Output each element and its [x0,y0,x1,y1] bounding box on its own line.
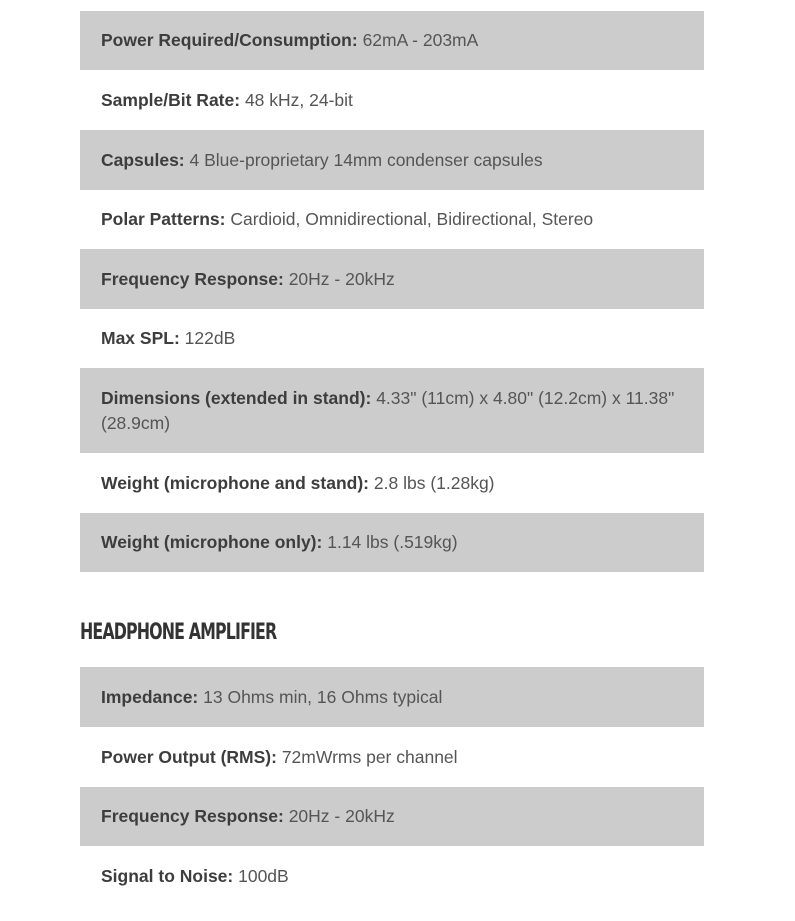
headphone-spec-table [80,667,704,906]
microphone-spec-table [80,11,704,572]
spec-label: Sample/Bit Rate: [101,89,241,110]
spec-row-impedance [80,667,704,727]
spec-value: 20Hz - 20kHz [288,806,395,826]
spec-value: 20Hz - 20kHz [288,268,395,289]
spec-value: 4.33" (11cm) x 4.80" (12.2cm) x 11.38" (28.9cm) [101,387,675,433]
spec-value: 100dB [238,865,289,886]
spec-label: Dimensions (extended in stand): [101,387,372,408]
spec-label: Polar Patterns: [101,209,226,229]
spec-label: Power Output (RMS): [101,746,277,767]
spec-row-frequency-response [80,787,704,846]
spec-row-weight-with-stand [80,453,704,513]
spec-label: Frequency Response: [101,268,284,289]
spec-label: Impedance: [101,686,199,707]
spec-value: 4 Blue-proprietary 14mm condenser capsules [189,149,543,170]
spec-value: 62mA - 203mA [362,30,479,50]
spec-value: 48 kHz, 24-bit [244,89,353,110]
spec-label: Weight (microphone and stand): [101,472,370,493]
spec-row-sample-rate [80,70,704,130]
section-heading-headphone-amplifier: HEADPHONE AMPLIFIER [80,620,277,645]
spec-label: Signal to Noise: [101,865,234,886]
spec-row-signal-to-noise [80,846,704,906]
spec-value: 13 Ohms min, 16 Ohms typical [203,686,443,707]
spec-label: Frequency Response: [101,806,284,826]
spec-label: Weight (microphone only): [101,532,323,552]
spec-row-power-output [80,727,704,787]
spec-value: 1.14 lbs (.519kg) [327,532,458,552]
spec-value: 2.8 lbs (1.28kg) [373,472,495,493]
spec-label: Capsules: [101,149,185,170]
spec-row-polar-patterns [80,190,704,249]
spec-value: 72mWrms per channel [281,746,458,767]
spec-row-dimensions [80,368,704,453]
spec-label: Max SPL: [101,328,180,348]
spec-value: 122dB [184,328,236,348]
spec-row-weight-mic-only [80,513,704,572]
spec-row-capsules [80,130,704,190]
spec-label: Power Required/Consumption: [101,30,358,50]
spec-row-max-spl [80,309,704,368]
spec-row-frequency-response [80,249,704,309]
spec-value: Cardioid, Omnidirectional, Bidirectional, Stereo [230,209,594,229]
spec-row-power [80,11,704,70]
